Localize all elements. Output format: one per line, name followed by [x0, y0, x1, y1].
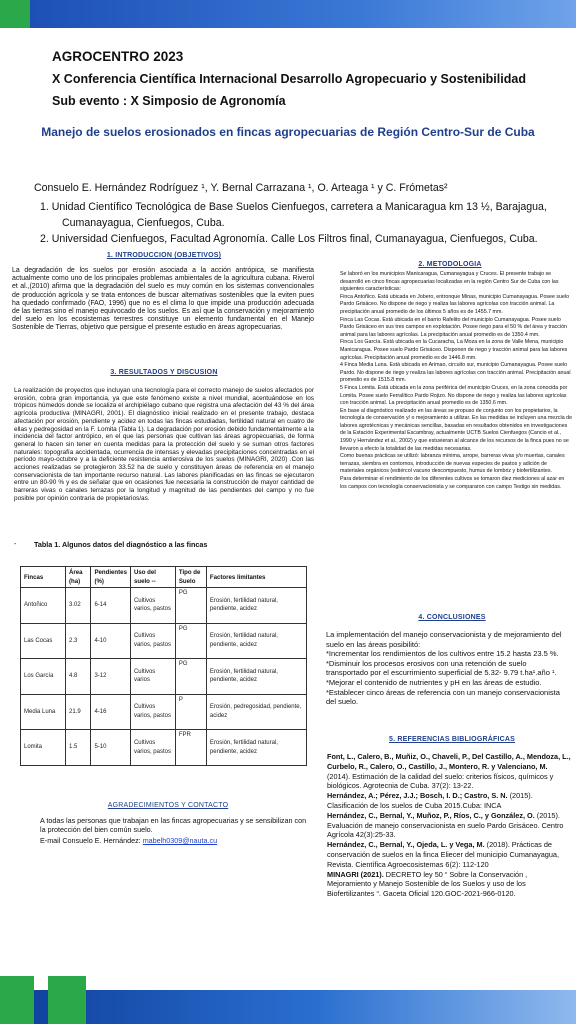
conference-header: [52, 46, 572, 112]
col-header-pendientes: Pendientes (%): [91, 567, 131, 588]
table-cell: Cultivos varios: [130, 659, 175, 695]
table: [20, 566, 307, 766]
refs-list: [327, 752, 571, 899]
table-cell: PG: [175, 623, 206, 659]
footer-blue-wave: [0, 990, 576, 1024]
conclusion-item: *Establecer cinco áreas de referencia con un manejo conservacionista del suelo.: [326, 687, 560, 707]
reference-item: Hernández, C., Bernal, Y., Ojeda, L. y Vega, M. (2018). Prácticas de conservación de suelos en la finca Eliecer del municipio Cumanayagua, Revista. Científica Agroecosistemas 6(2): 112-120: [327, 840, 560, 869]
col-header-area: Área (ha): [65, 567, 90, 588]
table-row: [21, 694, 307, 730]
table-cell: 3.02: [65, 588, 90, 624]
table-cell: Los García: [21, 659, 66, 695]
conference-subtitle: X Conferencia Científica Internacional Desarrollo Agropecuario y Sostenibilidad: [52, 72, 526, 86]
table-row: [21, 659, 307, 695]
affiliation-2: 2. Universidad Cienfuegos, Facultad Agronomía. Calle Los Filtros final, Cumanayagua, Cienfuegos, Cuba.: [40, 233, 538, 245]
authors-block: [34, 180, 564, 247]
table-cell: P: [175, 694, 206, 730]
email-label: E-mail Consuelo E. Hernández:: [40, 836, 141, 845]
col-header-uso-suelo: Uso del suelo --: [130, 567, 175, 588]
table-cell: 4-16: [91, 694, 131, 730]
table-cell: PG: [175, 588, 206, 624]
table-caption: Tabla 1. Algunos datos del diagnóstico a las fincas: [34, 540, 208, 549]
conclusions-text: La implementación del manejo conservacionista y de mejoramiento del suelo en las áreas posibilitó: *Incrementar los rendimientos de los cultivos entre 15.2 hasta 23.5 %. *Disminuir los procesos erosivos con una retención de suelo transportado por el escurrimiento superficial de 5.32- 9.79 t.ha¹.año ¹. *Mejorar el contenido de nutrientes y pH en las áreas de estudio. *Establecer cinco áreas de referencia con un manejo conservacionista del suelo.: [326, 630, 570, 707]
reference-item: MINAGRI (2021). DECRETO ley 50 “ Sobre la Conservación , Mejoramiento y Manejo Sostenible de los Suelos y uso de los Biofertilizantes “. Gaceta Oficial 120.GOC-2021-966-0120.: [327, 869, 528, 899]
table-cell: 4-10: [91, 623, 131, 659]
table-cell: Erosión, fertilidad natural, pendiente, acidez: [206, 623, 306, 659]
ack-text: A todas las personas que trabajan en las fincas agropecuarias y se sensibilizan con la protección del bien común suelo. E-mail Consuelo E. Hernández: mabelh0309@nauta.cu: [40, 816, 312, 845]
results-text: La realización de proyectos que incluyan una tecnología para el correcto manejo de suelos afectados por erosión, cobra gran importancia, ya que este fenómeno existe a nivel mundial, acentuándose en los trópicos húmedos donde se localiza el archipiélago cubano que registra una afectación del 43 % del área agrícola productiva (MINAGRI, 2001). El diagnóstico inicial realizado en el presente trabajo, destaca afectación por erosión, pendiente y acidez en todas las fincas estudiadas, fertilidad natural en cuatro de ellas y pedregosidad en la F. Lomita (Tabla 1). La degradación por erosión debido fundamentalmente a la incidencia del factor antrópico, en el que las personas que cultivan las áreas agropecuarias, de forma general lo hacen sin tener en cuenta medidas para la protección del suelo y se suman otros factores naturales: topografía accidentada, ocurrencia de intensas y elevadas precipitaciones concentradas en el período mayo-octubre y a la deficiente resistencia antierosiva de los suelos (MINAGRI, 2020) .Con las acciones realizadas se protegieron 33.52 ha de suelo y constituyen áreas de referencia en el manejo conservacionista de tan importante recurso natural. Las labores planificadas en las fincas se ejecutaron entre un 80-90 % y es de señalar que en ocasiones fue necesaria la construcción de mayor cantidad de barreras vivas o canales terrazas por la longitud y magnitud de las pendientes del campo y no fue posible por opinión contraria de propietarios/as.: [14, 387, 314, 502]
table-marker: -: [14, 541, 17, 548]
conclusions-heading: 4. CONCLUSIONES: [418, 614, 486, 621]
footer-green-block-1: [0, 976, 34, 1024]
reference-item: Hernández, A.; Pérez, J.J.; Bosch, I. D.; Castro, S. N. (2015). Clasificación de los suelos de Cuba 2015.Cuba: INCA: [327, 791, 533, 810]
email-link[interactable]: mabelh0309@nauta.cu: [142, 836, 218, 845]
reference-item: Font, L., Calero, B., Muñiz, O., Chaveli, P., Del Castillo, A., Mendoza, L., Curbelo, R., Calero, O., Castillo, J., Montero, R. y Valenciano, M. (2014). Estimación de la calidad del suelo: criterios físicos, químicos y biológicos. Agrotecnia de Cuba. 37(2): 13-22.: [327, 752, 571, 791]
header-blue-bar: [30, 0, 576, 28]
table-cell: 21.9: [65, 694, 90, 730]
method-heading: 2. METODOLOGIA: [418, 261, 482, 268]
table-cell: 2.3: [65, 623, 90, 659]
table-cell: Cultivos varios, pastos: [130, 588, 175, 624]
ack-heading: AGRADECIMIENTOS Y CONTACTO: [107, 802, 229, 809]
table-cell: 3-12: [91, 659, 131, 695]
table-cell: 5-10: [91, 730, 131, 766]
table-cell: Cultivos varios, pastos: [130, 730, 175, 766]
refs-heading: 5. REFERENCIAS BIBLIOGRÁFICAS: [389, 736, 515, 743]
table-row: [21, 730, 307, 766]
table-header-row: [21, 567, 307, 588]
col-header-fincas: Fincas: [21, 567, 66, 588]
intro-text: La degradación de los suelos por erosión asociada a la acción antrópica, se manifiesta actualmente como uno de los principales problemas ambientales de la agricultura cubana. Riverol et al.,(2010) afirma que la degradación del suelo es muy común en los sistemas convencionales de producción agrícola y se trata entonces de buscar alternativas sostenibles que la eviten pues ha quedado confirmado (FAO, 1996) que no es el clima lo que impide una producción adecuada de las tierras sino el manejo equivocado de los suelos. Es así que la conservación y mejoramiento del suelo en los ecosistemas terrestres constituye un elemento fundamental en el Manejo Sostenible de Tierras, objetivo que persigue el presente estudio en áreas agropecuarias.: [12, 267, 314, 332]
header-green-bar: [0, 0, 30, 28]
table-cell: Las Cocas: [21, 623, 66, 659]
table-cell: Cultivos varios, pastos: [130, 694, 175, 730]
table-cell: Erosión, fertilidad natural, pendiente, acidez: [206, 730, 306, 766]
intro-heading: 1. INTRODUCCION (OBJETIVOS): [106, 252, 222, 259]
table-cell: Antoñico: [21, 588, 66, 624]
col-header-tipo-suelo: Tipo de Suelo: [175, 567, 206, 588]
table-cell: Media Luna: [21, 694, 66, 730]
table-row: [21, 623, 307, 659]
table-cell: Erosión, fertilidad natural, pendiente, acidez: [206, 588, 306, 624]
col-header-factores: Factores limitantes: [206, 567, 306, 588]
table-cell: 4.8: [65, 659, 90, 695]
conference-name: AGROCENTRO 2023: [52, 49, 184, 64]
footer-green-block-2: [48, 976, 86, 1024]
affiliation-1: 1. Unidad Científico Tecnológica de Base Suelos Cienfuegos, carretera a Manicaragua km 13 ½, Barajagua, Cumanayagua, Cienfuegos, Cuba.: [40, 201, 547, 229]
table-cell: FPR: [175, 730, 206, 766]
contact-line: [40, 836, 312, 845]
sub-event: Sub evento : X Simposio de Agronomía: [52, 94, 286, 108]
table-cell: PG: [175, 659, 206, 695]
conclusion-item: *Incrementar los rendimientos de los cultivos entre 15.2 hasta 23.5 %.: [326, 649, 559, 659]
results-heading: 3. RESULTADOS Y DISCUSION: [110, 369, 218, 376]
conclusion-item: *Disminuir los procesos erosivos con una retención de suelo transportado por el escurrimiento superficial de 5.32- 9.79 t.ha¹.año ¹.: [326, 658, 557, 678]
table-row: [21, 588, 307, 624]
table-cell: Lomita: [21, 730, 66, 766]
method-text: Se laboró en los municipios Manicaragua, Cumanayagua y Cruces. El presente trabajo se desarrolló en cinco fincas agropecuarias localizadas en la región Centro Sur de Cuba con las siguientes características: Finca Antoñico. Está ubicada en Jobero, entronque Minas, municipio Cumanayagua. Posee suelo Pardo Grisáceo. No dispone de riego y realiza las labores agrícolas con tracción animal. La precipitación anual promedio de los últimos 5 años es de 1455.7 mm. Finca Las Cocas. Está ubicada en el barrio Rafelito del municipio Cumanayagua. Posee suelo Pardo Grisáceo en sus tres campos en explotación. Posee riego para el 50 % del área y tracción animal para las labores agrícolas. La precipitación anual promedio es de 1350.4 mm. Finca Los García. Está ubicada en la Cucaracha, La Moza en la zona de Valle Mena, municipio Manicaragua. Posee suelo Pardo Grisáceo. Disponen de riego y tracción animal para las labores agrícolas. Precipitación anual promedio es de 1446.8 mm. 4 Finca Media Luna. Está ubicada en Arimao, circuito sur, municipio Cumanayagua. Posee suelo Pardo. No dispone de riego y realiza las labores agrícolas con tracción animal. Precipitación anual promedio es de 1515.8 mm. 5 Finca Lomita. Está ubicada en la zona periférica del municipio Cruces, en la zona conocida por Lomita. Posee suelo Ferralítico Pardo Rojizo. No dispone de riego y realiza las labores agrícolas con tracción animal. La precipitación anual promedio es de 1350.6 mm. En base al diagnóstico realizado en las áreas se propuso de conjunto con los propietarios, la tecnología de conservación y/ o mejoramiento a utilizar. En las medidas se incluyen una mezcla de labores agrotécnicas y mecánicas sencillas, basadas en resultados obtenidos en investigaciones de la Estación Experimental Escambray, actualmente UCTB Suelos Cienfuegos (Cancio et al., 1990 y Hernández et al., 2002) y que estuvieran al alcance de los recursos de la finca pues no se llevaron a efecto la totalidad de las medidas necesarias. Como buenas prácticas se utilizó: labranza mínima, arrope, barreras vivas y/o muertas, canales terrazas, siembra en contornos, introducción de nuevas especies de pastos y adición de materiales orgánicos (estiércol vacuno descompuesto, humus de lombriz y biofertilizantes. Para determinar el rendimiento de los diferentes cultivos se tomaron diez mediciones al azar en los campos con tecnología conservacionista y se compararon con campo Testigo sin medidas.: [340, 271, 573, 490]
reference-item: Hernández, C., Bernal, Y., Muñoz, P., Ríos, C., y González, O. (2015). Evaluación de manejo conservacionista en suelo Pardo Grisáceo. Centro Agrícola 42(3):25-33.: [327, 810, 564, 840]
conclusion-item: *Mejorar el contenido de nutrientes y pH en las áreas de estudio.: [326, 677, 542, 687]
table-cell: 1.5: [65, 730, 90, 766]
author-list: Consuelo E. Hernández Rodríguez ¹, Y. Bernal Carrazana ¹, O. Arteaga ¹ y C. Frómetas²: [34, 182, 448, 194]
diagnostic-table: [20, 566, 307, 766]
table-cell: Erosión, pedregosidad, pendiente, acidez: [206, 694, 306, 730]
paper-title: Manejo de suelos erosionados en fincas agropecuarias de Región Centro-Sur de Cuba: [41, 125, 535, 139]
table-cell: 6-14: [91, 588, 131, 624]
table-cell: Erosión, fertilidad natural, pendiente, acidez: [206, 659, 306, 695]
table-cell: Cultivos varios, pastos: [130, 623, 175, 659]
